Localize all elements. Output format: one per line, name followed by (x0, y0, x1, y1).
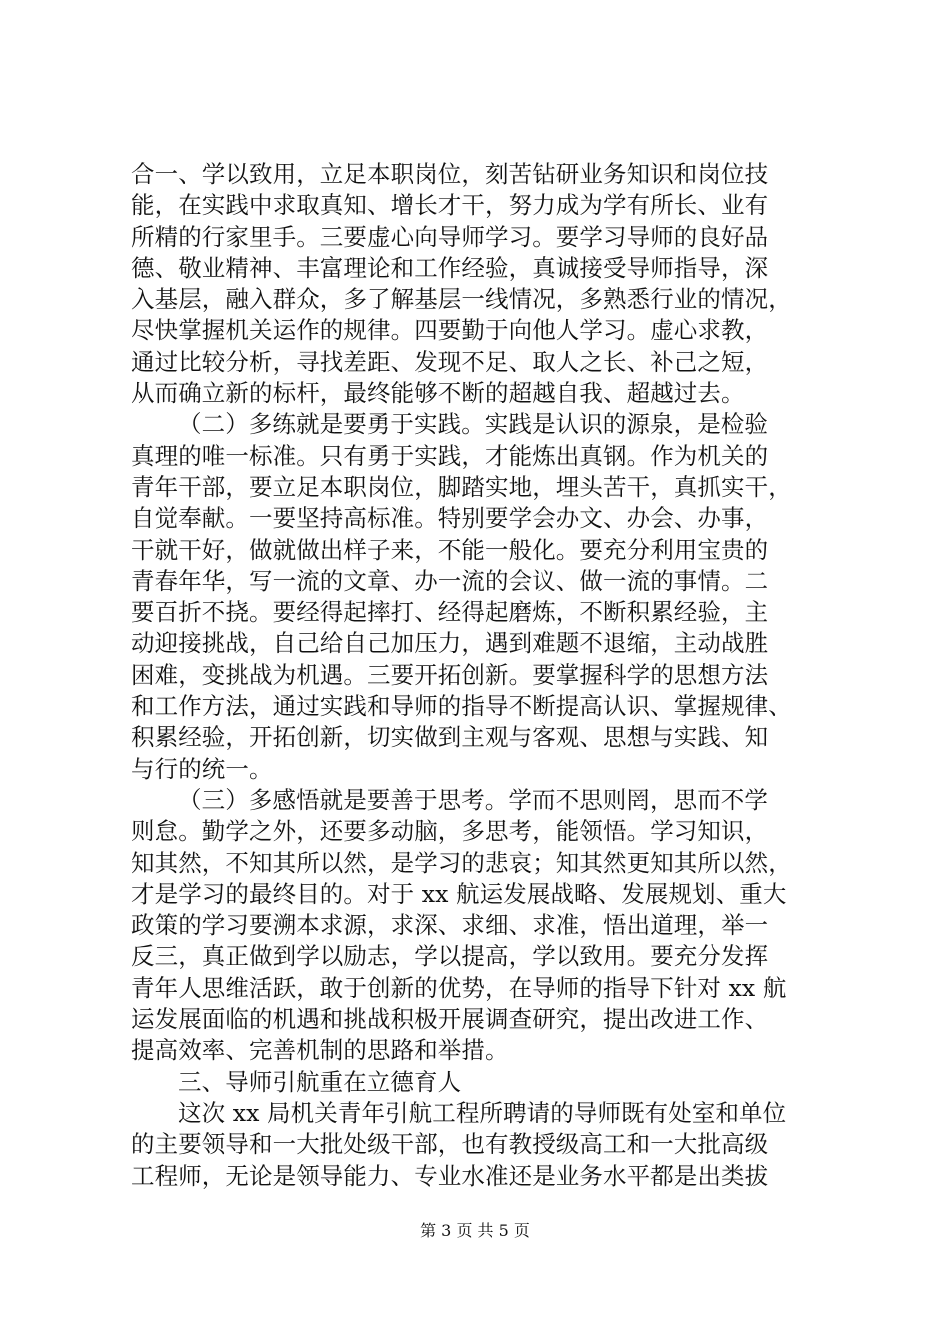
text-line: 德、敬业精神、丰富理论和工作经验，真诚接受导师指导，深 (131, 253, 769, 282)
text-line: 和工作方法，通过实践和导师的指导不断提高认识、掌握规律、 (131, 692, 792, 721)
text-line: 干就干好，做就做出样子来，不能一般化。要充分利用宝贵的 (131, 535, 769, 564)
text-line: 自觉奉献。一要坚持高标准。特别要学会办文、办会、办事， (131, 504, 769, 533)
text-line: 政策的学习要溯本求源，求深、求细、求准，悟出道理，举一 (131, 911, 769, 940)
text-line: 提高效率、完善机制的思路和举措。 (131, 1036, 509, 1065)
paragraph-3 (131, 785, 831, 1067)
text-line: 运发展面临的机遇和挑战积极开展调查研究，提出改进工作、 (131, 1005, 769, 1034)
text-line: 尽快掌握机关运作的规律。四要勤于向他人学习。虚心求教， (131, 316, 769, 345)
text-line: 合一、学以致用，立足本职岗位，刻苦钻研业务知识和岗位技 (131, 160, 769, 188)
text-line: 则怠。勤学之外，还要多动脑，多思考，能领悟。学习知识， (131, 817, 769, 846)
text-line: 要百折不挠。要经得起摔打、经得起磨炼，不断积累经验，主 (131, 598, 769, 627)
document-body (131, 159, 831, 1192)
paragraph-1 (131, 159, 831, 409)
text-line: （三）多感悟就是要善于思考。学而不思则罔，思而不学 (178, 785, 768, 814)
text-line: 与行的统一。 (131, 754, 273, 783)
text-line: 困难，变挑战为机遇。三要开拓创新。要掌握科学的思想方法 (131, 660, 769, 689)
paragraph-2 (131, 409, 831, 785)
text-line: 工程师，无论是领导能力、专业水准还是业务水平都是出类拔 (131, 1161, 769, 1190)
text-line: 才是学习的最终目的。对于 xx 航运发展战略、发展规划、重大 (131, 879, 787, 908)
text-line: 所精的行家里手。三要虚心向导师学习。要学习导师的良好品 (131, 222, 769, 251)
text-line: 入基层，融入群众，多了解基层一线情况，多熟悉行业的情况， (131, 285, 792, 314)
text-line: 能，在实践中求取真知、增长才干，努力成为学有所长、业有 (131, 191, 769, 220)
text-line: 从而确立新的标杆，最终能够不断的超越自我、超越过去。 (131, 379, 745, 408)
text-line: 积累经验，开拓创新，切实做到主观与客观、思想与实践、知 (131, 723, 769, 752)
text-line: 动迎接挑战，自己给自己加压力，遇到难题不退缩，主动战胜 (131, 629, 769, 658)
text-line: 青年人思维活跃，敢于创新的优势，在导师的指导下针对 xx 航 (131, 973, 787, 1002)
text-line: 青春年华，写一流的文章、办一流的会议、做一流的事情。二 (131, 566, 769, 595)
page-number-label: 第 3 页 共 5 页 (420, 1221, 530, 1240)
section-heading (131, 1067, 831, 1098)
text-line: 反三，真正做到学以励志，学以提高，学以致用。要充分发挥 (131, 942, 769, 971)
page-footer (0, 1221, 950, 1241)
paragraph-4 (131, 1098, 831, 1192)
text-line: 知其然，不知其所以然，是学习的悲哀；知其然更知其所以然， (131, 848, 792, 877)
text-line: （二）多练就是要勇于实践。实践是认识的源泉，是检验 (178, 410, 768, 439)
text-line: 真理的唯一标准。只有勇于实践，才能炼出真钢。作为机关的 (131, 441, 769, 470)
text-line: 青年干部，要立足本职岗位，脚踏实地，埋头苦干，真抓实干， (131, 472, 792, 501)
text-line: 通过比较分析，寻找差距、发现不足、取人之长、补己之短， (131, 347, 769, 376)
heading-line: 三、导师引航重在立德育人 (178, 1067, 462, 1096)
text-line: 这次 xx 局机关青年引航工程所聘请的导师既有处室和单位 (178, 1098, 787, 1127)
text-line: 的主要领导和一大批处级干部，也有教授级高工和一大批高级 (131, 1130, 769, 1159)
